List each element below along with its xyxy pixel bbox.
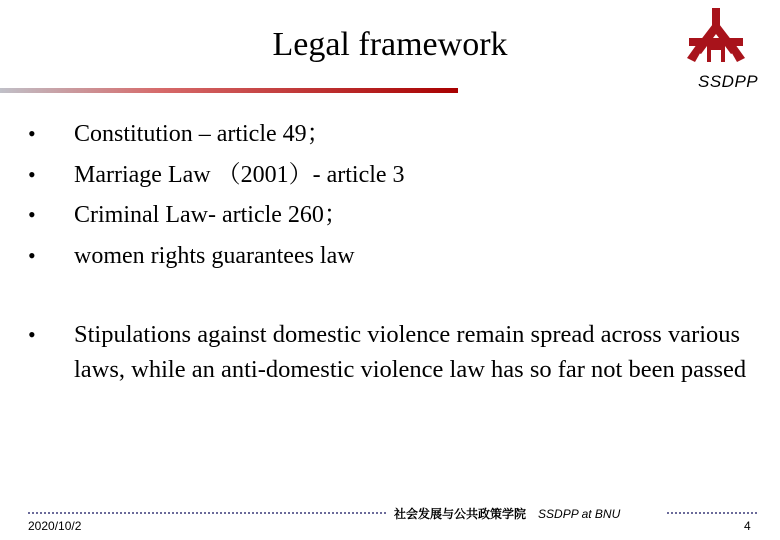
title-underline — [0, 88, 458, 93]
bullet-text: women rights guarantees law — [74, 243, 355, 270]
bullet-icon: • — [28, 121, 36, 146]
legal-bullet-list — [28, 114, 405, 277]
bullet-text: Constitution – article 49； — [74, 121, 331, 147]
bullet-icon: • — [28, 161, 36, 187]
footer-institution-en: SSDPP at BNU — [538, 507, 621, 521]
bullet-text: Marriage Law （2001）- article 3 — [74, 161, 405, 188]
bullet-icon: • — [28, 243, 36, 269]
page-number: 4 — [744, 519, 751, 533]
logo-text: SSDPP — [698, 72, 759, 91]
stipulations-paragraph-list — [28, 318, 758, 387]
footer-institution-cn: 社会发展与公共政策学院 — [394, 507, 527, 521]
slide-title — [0, 26, 780, 64]
bullet-icon: • — [28, 322, 36, 347]
footer-dotted-rule-left — [28, 512, 386, 514]
list-item — [28, 195, 405, 236]
list-item — [28, 318, 758, 387]
bullet-icon: • — [28, 202, 36, 228]
list-item — [28, 236, 405, 277]
paragraph-text: Stipulations against domestic violence remain spread across various laws, while an anti-domestic violence law has so far not been passed — [74, 321, 747, 383]
list-item — [28, 114, 405, 155]
slide-title-text: Legal framework — [272, 26, 508, 63]
institution-emblem-icon — [687, 8, 745, 62]
bullet-text: Criminal Law- article 260； — [74, 202, 348, 229]
footer-date: 2020/10/2 — [28, 519, 82, 533]
list-item — [28, 155, 405, 196]
footer-institution — [394, 505, 620, 522]
footer-dotted-rule-right — [667, 512, 757, 514]
